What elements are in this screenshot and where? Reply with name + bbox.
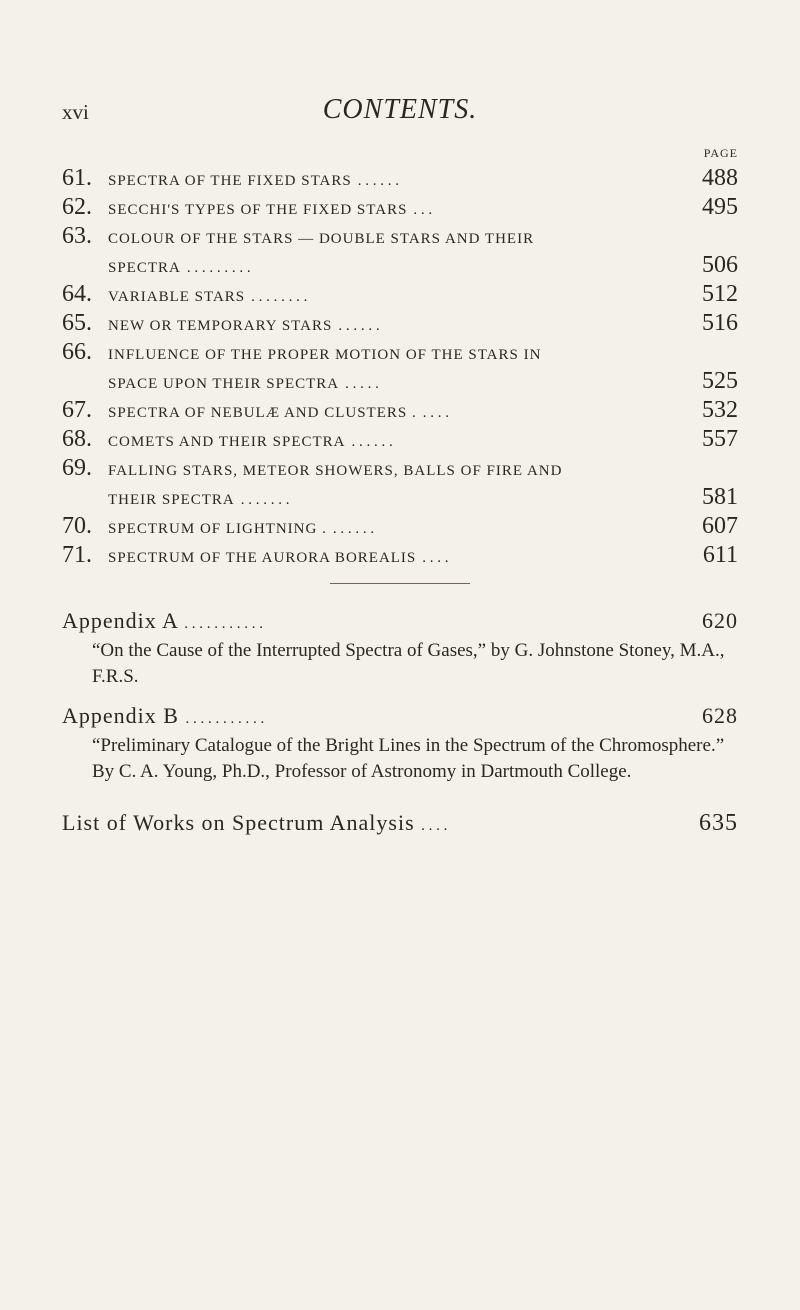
leader-dots: . . . . . . [351,434,393,450]
appendix-page: 620 [702,608,738,633]
entry-page: 557 [702,426,738,452]
appendix-page: 628 [702,703,738,728]
entry-page: 488 [702,165,738,191]
leader-dots: . . . . . [345,376,379,392]
running-head [62,94,738,130]
toc-entry [62,338,738,396]
leader-dots: . . . . [422,550,449,566]
toc-entry [62,164,738,193]
entry-title: NEW OR TEMPORARY STARS [108,318,333,334]
entry-title: VARIABLE STARS [108,289,246,305]
appendix-heading: Appendix A [62,608,178,633]
entry-number: 70. [62,513,92,539]
entry-title-continued: SPECTRA [108,260,181,276]
leader-dots: . . . . . . [338,318,380,334]
toc-entry [62,280,738,309]
toc-entry [62,454,738,512]
page-column-label: PAGE [703,146,738,160]
leader-dots: . . . . . . . . . [186,260,251,276]
entry-title: INFLUENCE OF THE PROPER MOTION OF THE STARS IN [108,347,542,363]
appendix-description: “On the Cause of the Interrupted Spectra of Gases,” by G. Johnstone Stoney, M.A., F.R.S. [92,640,725,687]
entry-page: 512 [702,281,738,307]
toc-entry [62,425,738,454]
entry-number: 66. [62,339,92,365]
entry-page: 495 [702,194,738,220]
entry-title-continued: THEIR SPECTRA [108,492,235,508]
list-of-works-page: 635 [699,810,738,836]
entry-title: SECCHI'S TYPES OF THE FIXED STARS [108,202,408,218]
entry-number: 64. [62,281,92,307]
leader-dots: . . . . . . . . . . . [184,616,263,632]
toc-entry [62,309,738,338]
leader-dots: . . . . . . . . . . . [185,711,265,727]
entry-number: 71. [62,542,92,568]
entry-page: 581 [702,484,738,510]
entry-page: 525 [702,368,738,394]
leader-dots: . . . . [422,405,449,421]
page-title: CONTENTS. [322,94,478,125]
list-of-works [62,810,738,840]
leader-dots: . . . [413,202,433,218]
entry-title: COLOUR OF THE STARS — DOUBLE STARS AND THEIR [108,231,535,247]
leader-dots: . . . . . . . . [251,289,308,305]
leader-dots: . . . . . . [332,521,375,537]
entry-number: 61. [62,165,92,191]
entry-number: 68. [62,426,92,452]
toc-entry [62,193,738,222]
page-folio: xvi [62,100,89,124]
contents-list [62,164,738,570]
entry-title: SPECTRUM OF LIGHTNING . [108,521,327,537]
entry-title: COMETS AND THEIR SPECTRA [108,434,346,450]
toc-entry [62,396,738,425]
appendix-description: “Preliminary Catalogue of the Bright Lines in the Spectrum of the Chromosphere.” By C. A. Young, Ph.D., Professor of Astronomy in Dartmouth College. [92,735,725,782]
appendix-b [62,703,738,785]
entry-page: 611 [702,542,738,568]
toc-entry [62,222,738,280]
toc-entry [62,541,738,570]
entry-page: 506 [702,252,738,278]
appendix-a [62,608,738,690]
section-divider [330,583,470,584]
entry-number: 65. [62,310,92,336]
leader-dots: . . . . [421,818,448,834]
entry-number: 69. [62,455,92,481]
entry-number: 67. [62,397,92,423]
appendix-heading: Appendix B [62,703,179,728]
entry-number: 63. [62,223,92,249]
toc-entry [62,512,738,541]
list-of-works-heading: List of Works on Spectrum Analysis [62,810,415,835]
entry-number: 62. [62,194,92,220]
entry-title: SPECTRUM OF THE AURORA BOREALIS [108,550,417,566]
entry-title: FALLING STARS, METEOR SHOWERS, BALLS OF FIRE AND [108,463,563,479]
entry-title-continued: SPACE UPON THEIR SPECTRA [108,376,340,392]
entry-page: 607 [702,513,738,539]
entry-page: 516 [702,310,738,336]
entry-title: SPECTRA OF NEBULÆ AND CLUSTERS . [108,405,417,421]
entry-page: 532 [702,397,738,423]
entry-title: SPECTRA OF THE FIXED STARS [108,173,352,189]
leader-dots: . . . . . . [357,173,399,189]
leader-dots: . . . . . . . [240,492,290,508]
